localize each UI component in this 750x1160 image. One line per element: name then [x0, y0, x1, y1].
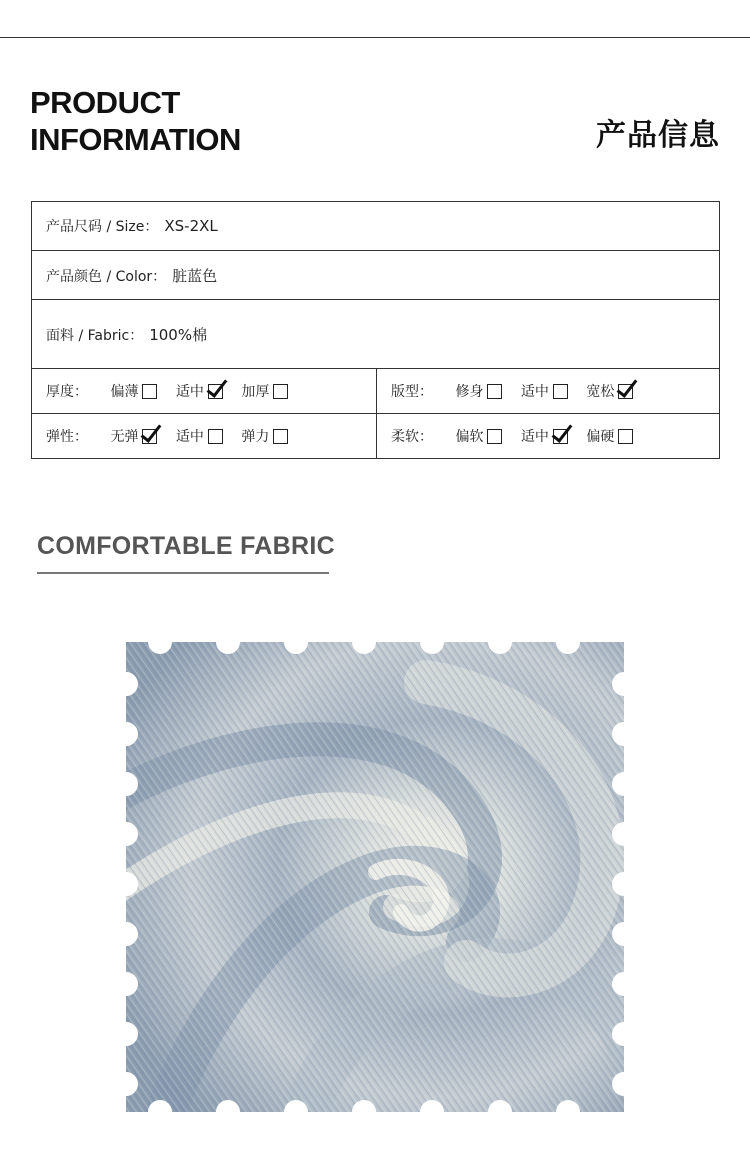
- elasticity-label: 弹性：: [46, 429, 88, 445]
- softness-cell: [377, 414, 720, 459]
- softness-option-medium: [521, 426, 568, 446]
- checkbox-icon: [273, 384, 288, 399]
- checkbox-icon: [487, 384, 502, 399]
- checkbox-checked-icon: [142, 429, 157, 444]
- thickness-option-medium: [176, 381, 223, 401]
- elasticity-softness-row: [32, 414, 720, 459]
- size-label: 产品尺码 / Size：: [46, 219, 159, 235]
- checkbox-icon: [273, 429, 288, 444]
- checkbox-checked-icon: [618, 384, 633, 399]
- option-label: 偏硬: [586, 429, 615, 445]
- title-en-line1: PRODUCT: [30, 85, 180, 120]
- thickness-option-thin: [110, 381, 157, 401]
- fabric-label: 面料 / Fabric：: [46, 327, 144, 344]
- option-label: 弹力: [241, 429, 270, 445]
- thickness-option-thick: [241, 381, 288, 401]
- option-label: 无弹: [110, 429, 139, 445]
- checkbox-icon: [487, 429, 502, 444]
- option-label: 宽松: [586, 384, 615, 400]
- checkbox-checked-icon: [553, 429, 568, 444]
- page-title-en: [30, 84, 241, 158]
- title-en-line2: INFORMATION: [30, 122, 241, 157]
- option-label: 适中: [175, 384, 204, 400]
- color-value: 脏蓝色: [172, 266, 218, 285]
- thickness-label: 厚度：: [46, 384, 88, 400]
- denim-fabric-photo: [126, 642, 624, 1112]
- softness-option-soft: [455, 426, 502, 446]
- size-row: [32, 202, 720, 251]
- checkbox-icon: [142, 384, 157, 399]
- option-label: 偏薄: [110, 384, 139, 400]
- section-title: COMFORTABLE FABRIC: [37, 532, 335, 560]
- color-label: 产品颜色 / Color：: [46, 268, 167, 285]
- elasticity-option-medium: [176, 426, 223, 446]
- fabric-row: [32, 300, 720, 369]
- checkbox-icon: [618, 429, 633, 444]
- elasticity-option-stretch: [241, 426, 288, 446]
- checkbox-icon: [208, 429, 223, 444]
- size-value: XS-2XL: [164, 217, 218, 235]
- color-row: [32, 251, 720, 300]
- option-label: 偏软: [455, 429, 484, 445]
- option-label: 适中: [520, 429, 549, 445]
- thickness-fit-row: [32, 369, 720, 414]
- page-title-cn: 产品信息: [596, 118, 720, 153]
- fit-option-slim: [455, 381, 502, 401]
- product-info-table: [31, 201, 720, 459]
- elasticity-option-none: [110, 426, 157, 446]
- fit-option-regular: [521, 381, 568, 401]
- softness-option-hard: [586, 426, 633, 446]
- section-underline: [37, 572, 329, 574]
- fabric-swirl-illustration: [126, 642, 624, 1112]
- option-label: 加厚: [241, 384, 270, 400]
- fit-label: 版型：: [391, 384, 433, 400]
- checkbox-checked-icon: [208, 384, 223, 399]
- fit-option-loose: [586, 381, 633, 401]
- checkbox-icon: [553, 384, 568, 399]
- softness-label: 柔软：: [391, 429, 433, 445]
- option-label: 适中: [175, 429, 204, 445]
- fit-cell: [377, 369, 720, 414]
- option-label: 适中: [520, 384, 549, 400]
- option-label: 修身: [455, 384, 484, 400]
- top-divider: [0, 37, 750, 38]
- fabric-value: 100%棉: [149, 325, 208, 344]
- thickness-cell: [32, 369, 377, 414]
- elasticity-cell: [32, 414, 377, 459]
